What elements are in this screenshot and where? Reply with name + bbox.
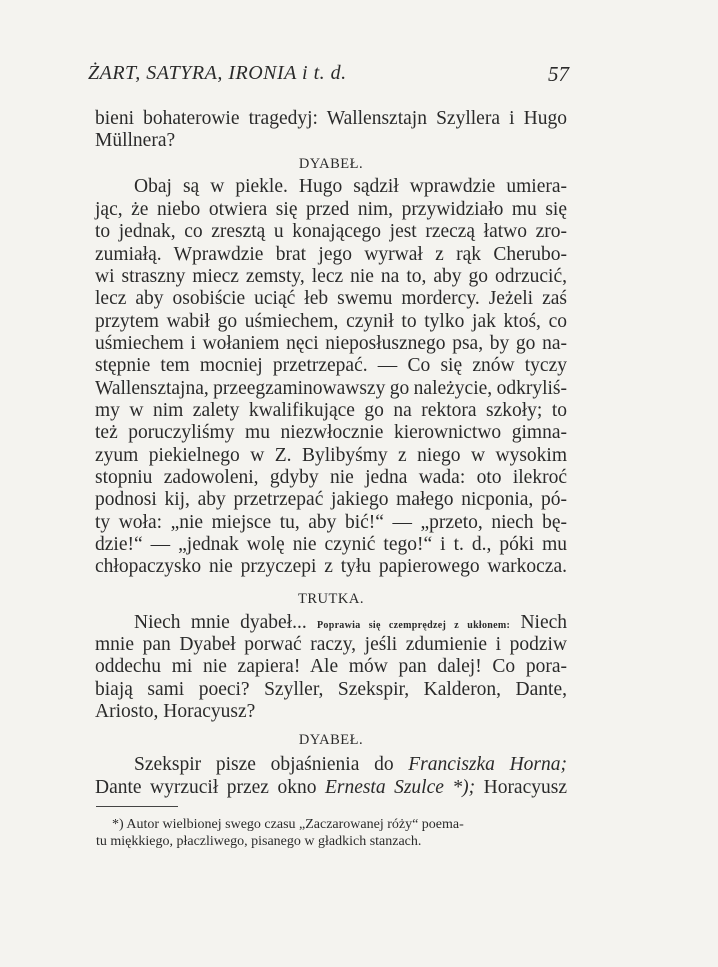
page-number: 57 <box>548 62 569 86</box>
running-title: ŻART, SATYRA, IRONIA i t. d. <box>88 62 347 84</box>
text-segment: Niech mnie dyabeł... <box>134 612 307 633</box>
stage-direction: Poprawia się czemprędzej z ukłonem: <box>317 620 511 631</box>
text-segment: Dante wyrzucił przez okno <box>95 777 317 798</box>
text-line: Müllnera? <box>95 130 176 151</box>
text-line: bieni bohaterowie tragedyj: Wallensztajn Szyllera i Hugo <box>95 108 567 129</box>
text-line: oddechu mi nie zapiera! Ale mów pan dalej! Co pora- <box>95 656 567 677</box>
speaker-name: DYABEŁ. <box>298 732 364 748</box>
text-line: też poruczyliśmy mu niezwłocznie kierownictwo gimna- <box>95 422 567 443</box>
text-line: ty woła: „nie miejsce tu, aby bić!“ — „przeto, niech bę- <box>95 512 567 533</box>
text-segment: Horacyusz <box>483 777 567 798</box>
text-line: my w nim zalety kwalifikujące go na rektora szkoły; to <box>95 400 567 421</box>
italic-name: Ernesta Szulce *); <box>324 777 476 798</box>
text-line: biają sami poeci? Szyller, Szekspir, Kalderon, Dante, <box>95 679 567 700</box>
text-line <box>134 611 567 635</box>
text-line: podnosi kij, aby przetrzepać jakiego małego nicponia, pó- <box>95 489 567 510</box>
text-line: uśmiechem i wołaniem nęci nieposłusznego psa, by go na- <box>95 333 567 354</box>
text-line: stopniu zadowoleni, gdyby nie jedna wada: oto ilekroć <box>95 467 567 488</box>
text-line: przytem wabił go uśmiechem, czynił to tylko jak ktoś, co <box>95 311 567 332</box>
speaker-name: TRUTKA. <box>298 591 364 607</box>
text-line: Wallensztajna, przeegzaminowawszy go należycie, odkryliś- <box>95 378 567 399</box>
text-line: dzie!“ — „jednak wolę nie czynić tego!“ i t. d., póki mu <box>95 534 567 555</box>
footnote-line: tu miękkiego, płaczliwego, pisanego w gładkich stanzach. <box>96 834 422 849</box>
text-line <box>95 776 567 800</box>
text-segment: Niech <box>520 612 568 633</box>
text-line: mnie pan Dyabeł porwać raczy, jeśli zdumienie i podziw <box>95 634 567 655</box>
text-line: Ariosto, Horacyusz? <box>95 701 256 722</box>
text-line: zyum piekielnego w Z. Bylibyśmy z niego w wysokim <box>95 445 567 466</box>
text-line: lecz aby osobiście uciąć łeb swemu mordercy. Jeżeli zaś <box>95 288 567 309</box>
text-line: to jednak, co zresztą u konającego jest rzeczą łatwo zro- <box>95 221 567 242</box>
text-line: chłopaczysko nie przyczepi z tyłu papierowego warkocza. <box>95 556 567 577</box>
footnote-divider <box>96 806 178 807</box>
text-line: zumiałą. Wprawdzie brat jego wyrwał z rąk Cherubo- <box>95 244 567 265</box>
speaker-name: DYABEŁ. <box>298 156 364 172</box>
text-line: stępnie tem mocniej przetrzepać. — Co się znów tyczy <box>95 355 567 376</box>
text-line: wi straszny miecz zemsty, lecz nie na to, aby go odrzucić, <box>95 266 567 287</box>
text-segment: Szekspir pisze objaśnienia do <box>134 754 394 775</box>
footnote-line: *) Autor wielbionej swego czasu „Zaczarowanej róży“ poema- <box>112 817 464 832</box>
text-line: Obaj są w piekle. Hugo sądził wprawdzie umiera- <box>134 176 567 197</box>
text-line: jąc, że niebo otwiera się przed nim, przywidziało mu się <box>95 199 567 220</box>
italic-title: Franciszka Horna; <box>408 754 568 775</box>
text-line <box>134 753 567 777</box>
